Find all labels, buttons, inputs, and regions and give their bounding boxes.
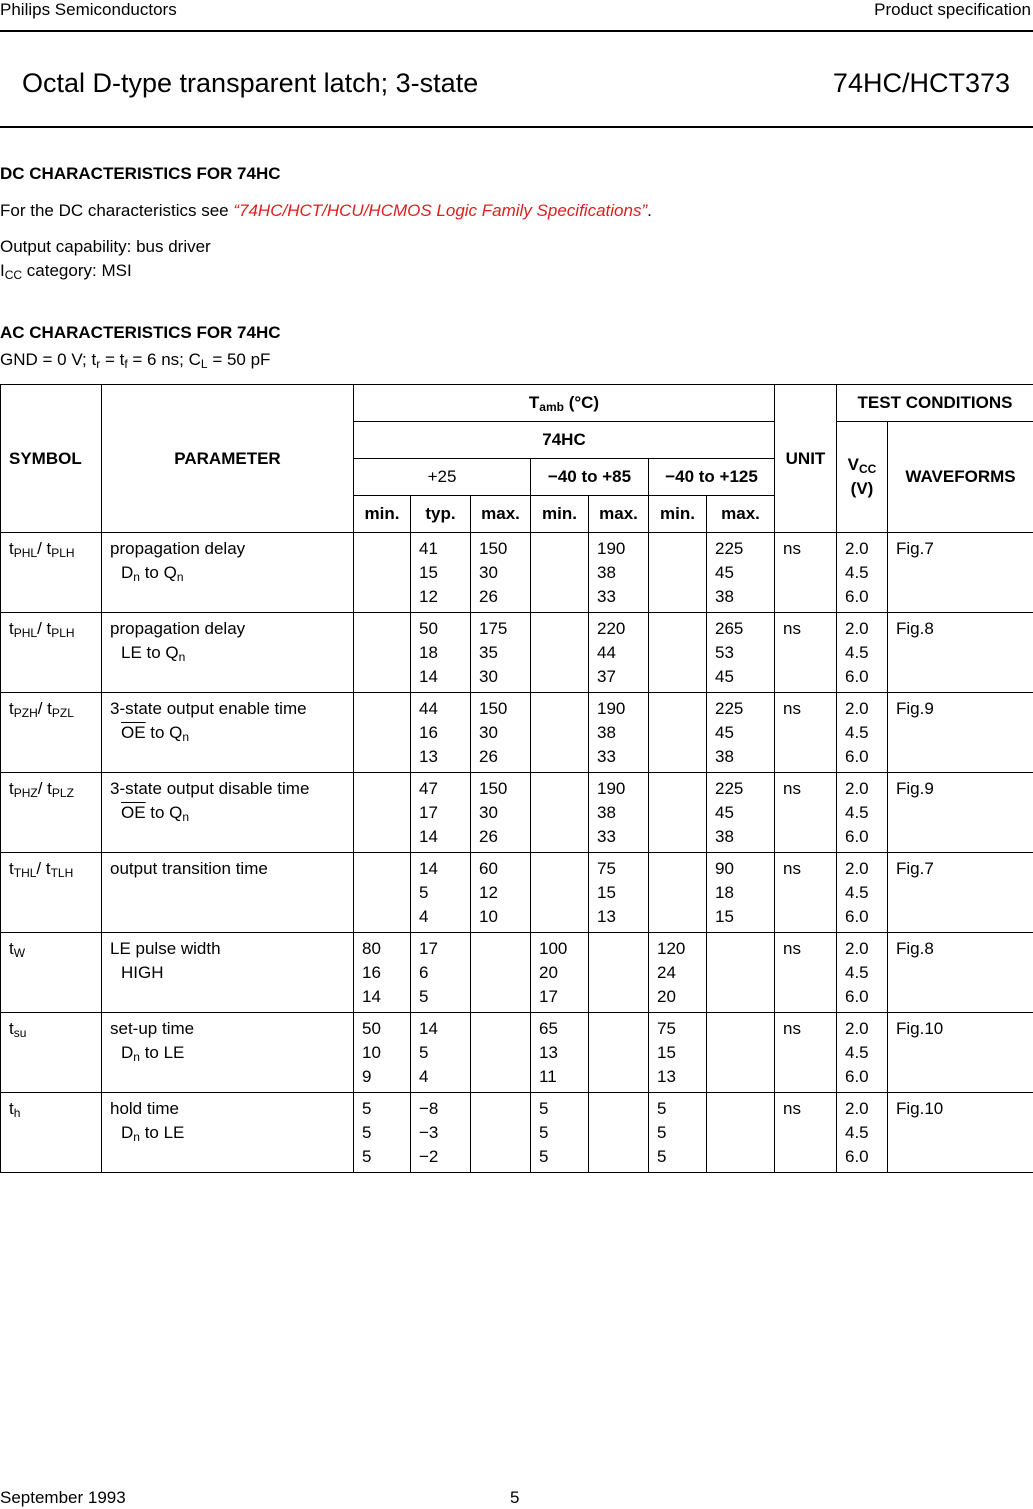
- symbol-sub2: TLH: [50, 866, 74, 880]
- cell-min125: [649, 853, 707, 933]
- parameter-name: propagation delay: [110, 619, 246, 638]
- cell-wave: Fig.8: [888, 933, 1033, 1013]
- parameter-cell: [102, 853, 354, 933]
- parameter-detail: [110, 641, 185, 665]
- cell-unit: ns: [775, 773, 837, 853]
- cell-min125: [649, 533, 707, 613]
- cell-max125: 225 45 38: [707, 773, 775, 853]
- col-tamb: [354, 385, 775, 422]
- col-typ-25: typ.: [411, 496, 471, 533]
- col-parameter: PARAMETER: [102, 385, 354, 533]
- col-max-125: max.: [707, 496, 775, 533]
- icc-sub: CC: [4, 268, 23, 282]
- cell-min125: [649, 773, 707, 853]
- parameter-detail-a: D: [121, 1043, 134, 1062]
- cell-max25: [471, 1013, 531, 1093]
- tamb-main: T: [528, 393, 540, 412]
- ac-heading: AC CHARACTERISTICS FOR 74HC: [0, 323, 281, 342]
- table-row: [1, 1013, 1033, 1093]
- symbol-sub2: PZL: [51, 706, 74, 720]
- parameter-detail-sub2: n: [178, 650, 186, 664]
- cell-unit: ns: [775, 533, 837, 613]
- parameter-name: 3-state output disable time: [110, 779, 310, 798]
- col-temp-125: −40 to +125: [649, 459, 775, 496]
- vcc-sub: CC: [859, 462, 877, 476]
- cell-max125: [707, 1013, 775, 1093]
- cell-typ25: 41 15 12: [411, 533, 471, 613]
- cell-unit: ns: [775, 933, 837, 1013]
- ac-characteristics-table: [0, 384, 1033, 1173]
- parameter-overbar: $\overline{OE}$: [121, 803, 146, 822]
- parameter-detail-a: LE to Q: [121, 643, 179, 662]
- cell-max85: 190 38 33: [589, 693, 649, 773]
- cell-max85: 75 15 13: [589, 853, 649, 933]
- icc-rest: category: MSI: [22, 261, 132, 280]
- col-unit: UNIT: [775, 385, 837, 533]
- symbol-t1: t: [9, 779, 14, 798]
- cell-max125: 265 53 45: [707, 613, 775, 693]
- cell-min85: 100 20 17: [531, 933, 589, 1013]
- symbol-sub1: PHL: [13, 546, 38, 560]
- parameter-detail-sub2: n: [182, 730, 190, 744]
- cell-min125: 75 15 13: [649, 1013, 707, 1093]
- cond-eq1: = t: [100, 350, 125, 369]
- cell-min85: [531, 693, 589, 773]
- cell-wave: Fig.8: [888, 613, 1033, 693]
- parameter-cell: [102, 693, 354, 773]
- parameter-detail-a: HIGH: [121, 963, 164, 982]
- cell-unit: ns: [775, 693, 837, 773]
- cell-min25: 50 10 9: [354, 1013, 411, 1093]
- cell-max25: 150 30 26: [471, 533, 531, 613]
- symbol-cell: [1, 853, 102, 933]
- cell-wave: Fig.7: [888, 853, 1033, 933]
- cond-r: r: [96, 357, 101, 371]
- parameter-detail-b: to Q: [145, 803, 183, 822]
- cell-min85: [531, 853, 589, 933]
- col-max-85: max.: [589, 496, 649, 533]
- parameter-cell: [102, 933, 354, 1013]
- cell-typ25: 14 5 4: [411, 1013, 471, 1093]
- cell-unit: ns: [775, 1093, 837, 1173]
- cell-min125: [649, 613, 707, 693]
- cell-wave: Fig.7: [888, 533, 1033, 613]
- parameter-cell: [102, 1093, 354, 1173]
- ac-conditions: [0, 350, 270, 370]
- col-min-125: min.: [649, 496, 707, 533]
- symbol-t1: t: [9, 1099, 14, 1118]
- page-title: Octal D-type transparent latch; 3-state: [22, 68, 479, 98]
- cell-unit: ns: [775, 853, 837, 933]
- parameter-name: 3-state output enable time: [110, 699, 307, 718]
- cell-vcc: 2.0 4.5 6.0: [837, 1093, 888, 1173]
- cell-max85: 220 44 37: [589, 613, 649, 693]
- cell-typ25: 14 5 4: [411, 853, 471, 933]
- symbol-cell: [1, 1013, 102, 1093]
- cell-wave: Fig.9: [888, 693, 1033, 773]
- symbol-sep: / t: [37, 699, 52, 718]
- cell-min85: [531, 773, 589, 853]
- symbol-t1: t: [9, 1019, 14, 1038]
- cell-max125: [707, 933, 775, 1013]
- table-row: [1, 933, 1033, 1013]
- symbol-t1: t: [9, 619, 14, 638]
- table-row: [1, 533, 1033, 613]
- cell-max25: 60 12 10: [471, 853, 531, 933]
- parameter-detail-b: to LE: [139, 1123, 185, 1142]
- cell-vcc: 2.0 4.5 6.0: [837, 773, 888, 853]
- cell-vcc: 2.0 4.5 6.0: [837, 613, 888, 693]
- vcc-unit: (V): [850, 479, 874, 498]
- cell-max85: [589, 933, 649, 1013]
- cell-max25: [471, 933, 531, 1013]
- cell-vcc: 2.0 4.5 6.0: [837, 853, 888, 933]
- cell-max125: 225 45 38: [707, 693, 775, 773]
- cell-vcc: 2.0 4.5 6.0: [837, 533, 888, 613]
- parameter-cell: [102, 773, 354, 853]
- symbol-t1: t: [9, 539, 14, 558]
- footer-date: September 1993: [0, 1488, 126, 1507]
- symbol-t1: t: [9, 859, 14, 878]
- col-temp-25: +25: [354, 459, 531, 496]
- spec-link[interactable]: “74HC/HCT/HCU/HCMOS Logic Family Specifications”: [233, 201, 648, 220]
- parameter-detail: [110, 961, 164, 985]
- symbol-sep: / t: [37, 779, 52, 798]
- cell-max85: [589, 1093, 649, 1173]
- cell-typ25: 44 16 13: [411, 693, 471, 773]
- symbol-cell: [1, 933, 102, 1013]
- icc-main: I: [0, 261, 5, 280]
- dc-intro-suffix: .: [647, 201, 652, 220]
- parameter-detail-b: to Q: [145, 723, 183, 742]
- col-waveforms: WAVEFORMS: [888, 422, 1033, 533]
- parameter-detail-sub2: n: [182, 810, 190, 824]
- parameter-detail: [110, 721, 189, 745]
- table-row: [1, 693, 1033, 773]
- header-rule: [0, 30, 1033, 32]
- cell-wave: Fig.10: [888, 1093, 1033, 1173]
- symbol-sub2: PLH: [51, 626, 75, 640]
- col-max-25: max.: [471, 496, 531, 533]
- cell-min85: [531, 613, 589, 693]
- cond-gnd: GND = 0 V; t: [0, 350, 97, 369]
- output-capability: Output capability: bus driver: [0, 237, 211, 256]
- symbol-sub2: PLZ: [51, 786, 74, 800]
- header-company: Philips Semiconductors: [0, 0, 177, 19]
- title-rule: [0, 126, 1033, 128]
- cell-min125: 5 5 5: [649, 1093, 707, 1173]
- part-number: 74HC/HCT373: [832, 68, 1010, 98]
- cell-unit: ns: [775, 613, 837, 693]
- symbol-sep: / t: [37, 539, 52, 558]
- symbol-sub1: PHL: [13, 626, 38, 640]
- cell-max25: 150 30 26: [471, 693, 531, 773]
- cell-min25: [354, 773, 411, 853]
- symbol-sep: / t: [36, 859, 51, 878]
- table-row: [1, 1093, 1033, 1173]
- cell-max85: 190 38 33: [589, 773, 649, 853]
- cell-min25: 5 5 5: [354, 1093, 411, 1173]
- parameter-detail-b: to LE: [139, 1043, 185, 1062]
- cond-f: f: [124, 357, 128, 371]
- cell-min25: [354, 693, 411, 773]
- cell-min25: 80 16 14: [354, 933, 411, 1013]
- parameter-overbar: $\overline{OE}$: [121, 723, 146, 742]
- symbol-sub2: PLH: [51, 546, 75, 560]
- dc-heading: DC CHARACTERISTICS FOR 74HC: [0, 164, 281, 183]
- cell-min85: [531, 533, 589, 613]
- header-doc-type: Product specification: [874, 0, 1031, 19]
- col-symbol: SYMBOL: [1, 385, 102, 533]
- parameter-detail: [110, 561, 184, 585]
- parameter-detail-sub: n: [133, 1050, 140, 1064]
- symbol-t1: t: [9, 939, 14, 958]
- cell-vcc: 2.0 4.5 6.0: [837, 693, 888, 773]
- cell-min85: 5 5 5: [531, 1093, 589, 1173]
- symbol-sub1: h: [13, 1106, 21, 1120]
- parameter-detail-b: to Q: [139, 563, 177, 582]
- cond-l: L: [200, 357, 208, 371]
- symbol-sub1: THL: [13, 866, 37, 880]
- symbol-sub1: su: [13, 1026, 27, 1040]
- symbol-cell: [1, 613, 102, 693]
- symbol-cell: [1, 1093, 102, 1173]
- parameter-name: output transition time: [110, 859, 268, 878]
- symbol-cell: [1, 693, 102, 773]
- parameter-cell: [102, 1013, 354, 1093]
- symbol-cell: [1, 773, 102, 853]
- table-row: [1, 773, 1033, 853]
- cell-max85: 190 38 33: [589, 533, 649, 613]
- parameter-detail: [110, 1041, 184, 1065]
- vcc-main: V: [847, 455, 859, 474]
- symbol-t1: t: [9, 699, 14, 718]
- parameter-detail: [110, 1121, 184, 1145]
- symbol-sub1: PZH: [13, 706, 38, 720]
- dc-intro: [0, 201, 652, 221]
- table-row: [1, 613, 1033, 693]
- cell-max125: 225 45 38: [707, 533, 775, 613]
- col-test-conditions: TEST CONDITIONS: [837, 385, 1033, 422]
- parameter-detail-a: D: [121, 1123, 134, 1142]
- col-vcc: [837, 422, 888, 533]
- cond-eq3: = 50 pF: [207, 350, 271, 369]
- parameter-detail-sub: n: [133, 570, 140, 584]
- cell-max85: [589, 1013, 649, 1093]
- symbol-sep: / t: [37, 619, 52, 638]
- cell-max25: [471, 1093, 531, 1173]
- cell-wave: Fig.10: [888, 1013, 1033, 1093]
- parameter-name: set-up time: [110, 1019, 195, 1038]
- footer-page-number: 5: [510, 1488, 520, 1507]
- cell-unit: ns: [775, 1013, 837, 1093]
- cell-vcc: 2.0 4.5 6.0: [837, 1013, 888, 1093]
- cell-min25: [354, 533, 411, 613]
- parameter-name: propagation delay: [110, 539, 246, 558]
- cell-typ25: 50 18 14: [411, 613, 471, 693]
- cell-typ25: −8 −3 −2: [411, 1093, 471, 1173]
- cell-typ25: 47 17 14: [411, 773, 471, 853]
- cell-min125: 120 24 20: [649, 933, 707, 1013]
- symbol-sub1: PHZ: [13, 786, 38, 800]
- col-74hc: 74HC: [354, 422, 775, 459]
- dc-intro-prefix: For the DC characteristics see: [0, 201, 234, 220]
- cell-min25: [354, 853, 411, 933]
- cell-min25: [354, 613, 411, 693]
- parameter-name: hold time: [110, 1099, 179, 1118]
- parameter-detail: [110, 801, 189, 825]
- cell-max125: 90 18 15: [707, 853, 775, 933]
- cond-eq2: = 6 ns; C: [127, 350, 201, 369]
- cell-typ25: 17 6 5: [411, 933, 471, 1013]
- col-temp-85: −40 to +85: [531, 459, 649, 496]
- cell-vcc: 2.0 4.5 6.0: [837, 933, 888, 1013]
- table-row: [1, 853, 1033, 933]
- parameter-detail-sub: n: [133, 1130, 140, 1144]
- tamb-rest: (°C): [563, 393, 600, 412]
- parameter-detail-sub2: n: [176, 570, 184, 584]
- cell-max25: 175 35 30: [471, 613, 531, 693]
- col-min-85: min.: [531, 496, 589, 533]
- cell-max125: [707, 1093, 775, 1173]
- parameter-detail-a: D: [121, 563, 134, 582]
- cell-max25: 150 30 26: [471, 773, 531, 853]
- cell-wave: Fig.9: [888, 773, 1033, 853]
- parameter-cell: [102, 613, 354, 693]
- col-min-25: min.: [354, 496, 411, 533]
- icc-category: [0, 261, 132, 281]
- tamb-sub: amb: [539, 400, 564, 414]
- symbol-sub1: W: [13, 946, 26, 960]
- cell-min85: 65 13 11: [531, 1013, 589, 1093]
- parameter-cell: [102, 533, 354, 613]
- parameter-name: LE pulse width: [110, 939, 221, 958]
- symbol-cell: [1, 533, 102, 613]
- cell-min125: [649, 693, 707, 773]
